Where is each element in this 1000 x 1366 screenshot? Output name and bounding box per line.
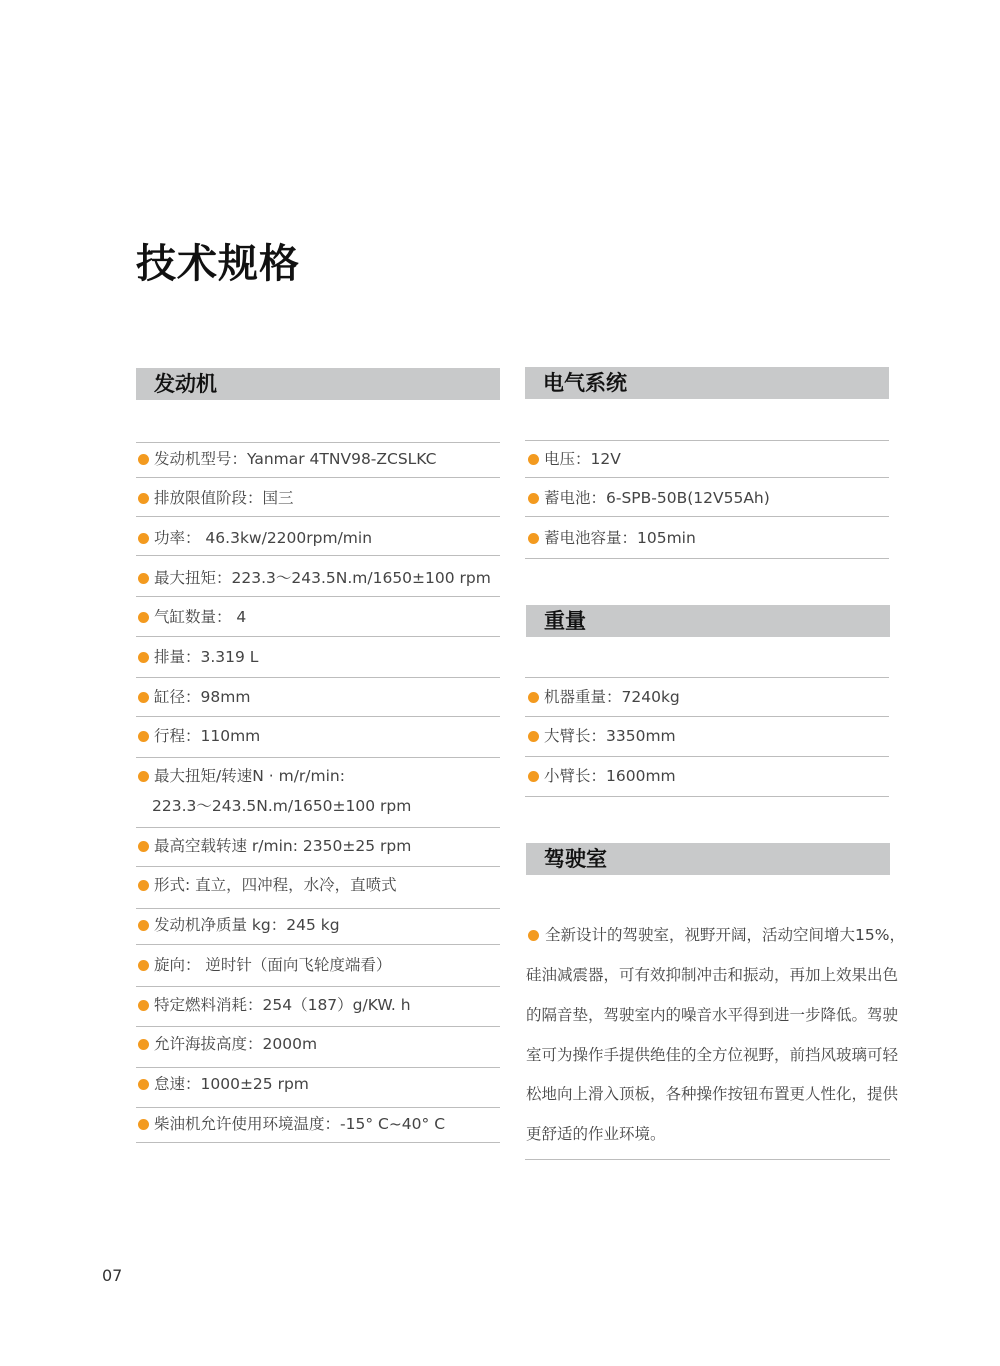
divider (136, 555, 500, 556)
cab-description-line: 的隔音垫，驾驶室内的噪音水平得到进一步降低。驾驶 (526, 1006, 899, 1024)
divider (136, 442, 500, 443)
divider (136, 827, 500, 828)
bullet-icon (138, 652, 149, 663)
divider (525, 716, 889, 717)
divider (136, 636, 500, 637)
bullet-icon (138, 1039, 149, 1050)
divider (136, 1142, 500, 1143)
engine-power: 功率： 46.3kw/2200rpm/min (154, 529, 373, 547)
cab-description-line: 更舒适的作业环境。 (526, 1125, 666, 1143)
page-title: 技术规格 (136, 241, 300, 287)
bullet-icon (528, 692, 539, 703)
bullet-icon (138, 573, 149, 584)
bullet-icon (528, 930, 539, 941)
bullet-icon (528, 454, 539, 465)
bore: 缸径：98mm (154, 688, 251, 706)
bullet-icon (138, 692, 149, 703)
cab-description-line: 室可为操作手提供绝佳的全方位视野，前挡风玻璃可轻 (526, 1046, 899, 1064)
divider (136, 757, 500, 758)
bullet-icon (138, 454, 149, 465)
engine-net-mass: 发动机净质量 kg：245 kg (154, 916, 340, 934)
bullet-icon (528, 771, 539, 782)
ambient-temperature: 柴油机允许使用环境温度：-15° C~40° C (154, 1115, 446, 1133)
page-number: 07 (102, 1266, 123, 1285)
bullet-icon (138, 731, 149, 742)
battery-capacity: 蓄电池容量：105min (544, 529, 696, 547)
divider (525, 756, 889, 757)
divider (136, 477, 500, 478)
divider (136, 677, 500, 678)
bullet-icon (138, 841, 149, 852)
engine-type: 形式: 直立，四冲程，水冷，直喷式 (154, 876, 397, 894)
divider (136, 516, 500, 517)
max-torque: 最大扭矩：223.3～243.5N.m/1650±100 rpm (154, 569, 491, 587)
bullet-icon (138, 612, 149, 623)
cab-description-line: 硅油减震器，可有效抑制冲击和振动，再加上效果出色 (526, 966, 899, 984)
divider (136, 1107, 500, 1108)
bullet-icon (138, 1119, 149, 1130)
bullet-icon (138, 771, 149, 782)
voltage: 电压：12V (544, 450, 621, 468)
displacement: 排量：3.319 L (154, 648, 259, 666)
cab-description-line: 全新设计的驾驶室，视野开阔，活动空间增大15%， (545, 926, 905, 944)
divider (136, 866, 500, 867)
electrical-section-header: 电气系统 (525, 367, 889, 399)
divider (525, 440, 889, 441)
max-idle-speed: 最高空载转速 r/min: 2350±25 rpm (154, 837, 412, 855)
torque-speed-value: 223.3～243.5N.m/1650±100 rpm (152, 797, 412, 815)
divider (525, 558, 889, 559)
bullet-icon (138, 920, 149, 931)
divider (136, 1026, 500, 1027)
bullet-icon (138, 493, 149, 504)
cab-description-line: 松地向上滑入顶板，各种操作按钮布置更人性化，提供 (526, 1085, 899, 1103)
divider (525, 677, 889, 678)
battery: 蓄电池：6-SPB-50B(12V55Ah) (544, 489, 770, 507)
divider (136, 944, 500, 945)
cylinder-count: 气缸数量： 4 (154, 608, 247, 626)
bullet-icon (138, 1079, 149, 1090)
divider (525, 1159, 890, 1160)
idle-speed: 怠速：1000±25 rpm (154, 1075, 309, 1093)
engine-section-header: 发动机 (136, 368, 500, 400)
divider (136, 986, 500, 987)
bullet-icon (138, 960, 149, 971)
bullet-icon (138, 533, 149, 544)
arm-length: 小臂长：1600mm (544, 767, 676, 785)
rotation-direction: 旋向： 逆时针（面向飞轮度端看） (154, 956, 392, 974)
divider (136, 1067, 500, 1068)
engine-model: 发动机型号：Yanmar 4TNV98-ZCSLKC (154, 450, 437, 468)
weight-section-header: 重量 (526, 605, 890, 637)
divider (136, 908, 500, 909)
divider (525, 477, 889, 478)
bullet-icon (528, 533, 539, 544)
divider (136, 716, 500, 717)
machine-weight: 机器重量：7240kg (544, 688, 680, 706)
allowed-altitude: 允许海拔高度：2000m (154, 1035, 318, 1053)
emission-stage: 排放限值阶段：国三 (154, 489, 294, 507)
cab-section-header: 驾驶室 (526, 843, 890, 875)
bullet-icon (138, 1000, 149, 1011)
divider (525, 796, 889, 797)
divider (136, 596, 500, 597)
bullet-icon (528, 493, 539, 504)
bullet-icon (528, 731, 539, 742)
divider (525, 516, 889, 517)
bullet-icon (138, 880, 149, 891)
stroke: 行程：110mm (154, 727, 261, 745)
fuel-consumption: 特定燃料消耗：254（187）g/KW. h (154, 996, 411, 1014)
boom-length: 大臂长：3350mm (544, 727, 676, 745)
torque-speed-label: 最大扭矩/转速N · m/r/min: (154, 767, 345, 785)
